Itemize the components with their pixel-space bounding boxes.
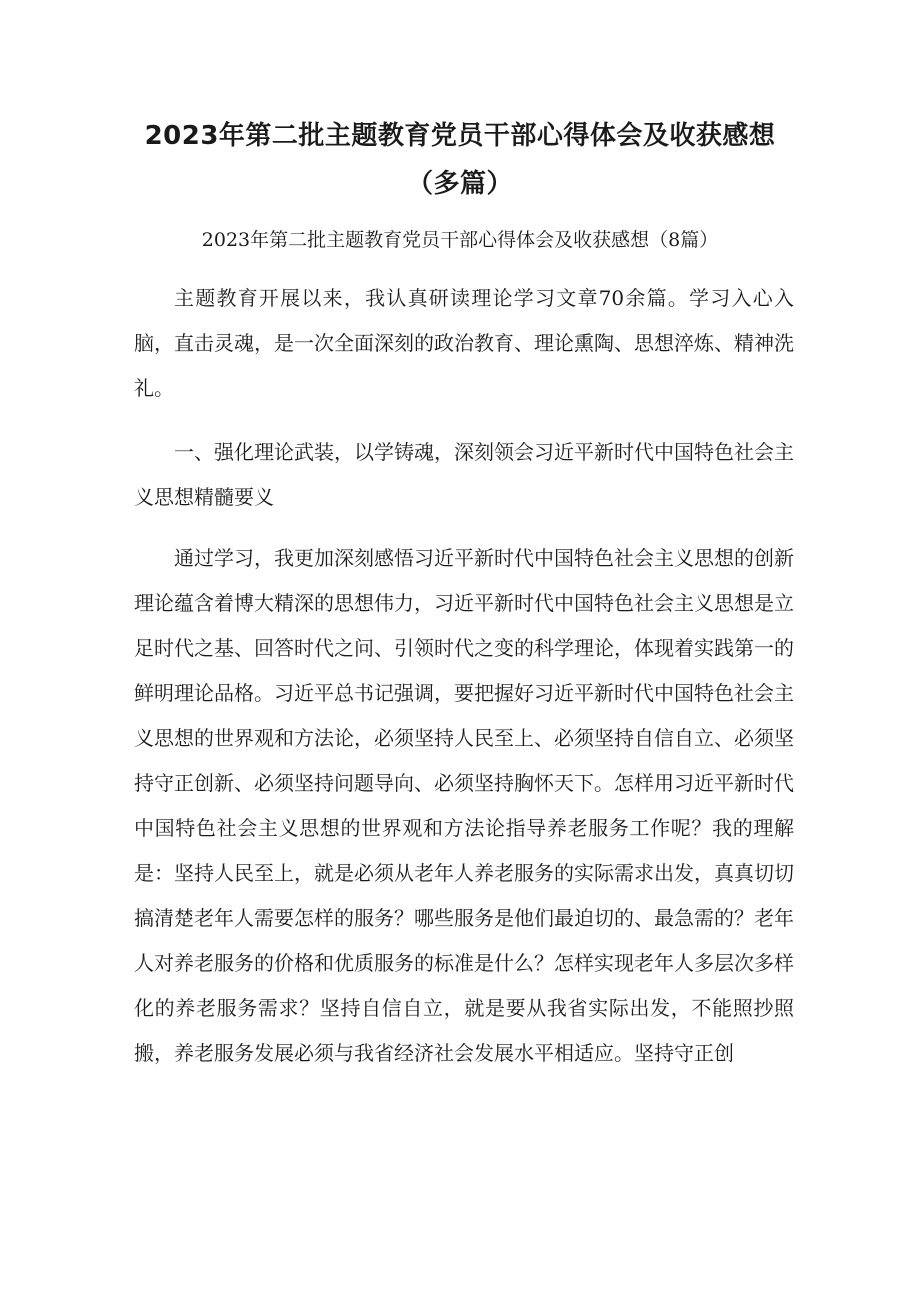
paragraph-body: 通过学习，我更加深刻感悟习近平新时代中国特色社会主义思想的创新理论蕴含着博大精深的思想伟力，习近平新时代中国特色社会主义思想是立足时代之基、回答时代之问、引领时代之变的科学理论，体现着实践第一的鲜明理论品格。习近平总书记强调，要把握好习近平新时代中国特色社会主义思想的世界观和方法论，必须坚持人民至上、必须坚持自信自立、必须坚持守正创新、必须坚持问题导向、必须坚持胸怀天下。怎样用习近平新时代中国特色社会主义思想的世界观和方法论指导养老服务工作呢？我的理解是：坚持人民至上，就是必须从老年人养老服务的实际需求出发，真真切切搞清楚老年人需要怎样的服务？哪些服务是他们最迫切的、最急需的？老年人对养老服务的价格和优质服务的标准是什么？怎样实现老年人多层次多样化的养老服务需求？坚持自信自立，就是要从我省实际出发，不能照抄照搬，养老服务发展必须与我省经济社会发展水平相适应。坚持守正创 [134, 546, 794, 1065]
section-heading-1: 一、强化理论武装，以学铸魂，深刻领会习近平新时代中国特色社会主义思想精髓要义 [134, 440, 794, 509]
paragraph-intro: 主题教育开展以来，我认真研读理论学习文章70余篇。学习入心入脑，直击灵魂，是一次全面深刻的政治教育、理论熏陶、思想淬炼、精神洗礼。 [134, 286, 794, 400]
document-title: 2023年第二批主题教育党员干部心得体会及收获感想（多篇） [144, 121, 776, 199]
document-subtitle: 2023年第二批主题教育党员干部心得体会及收获感想（8篇） [201, 229, 719, 251]
